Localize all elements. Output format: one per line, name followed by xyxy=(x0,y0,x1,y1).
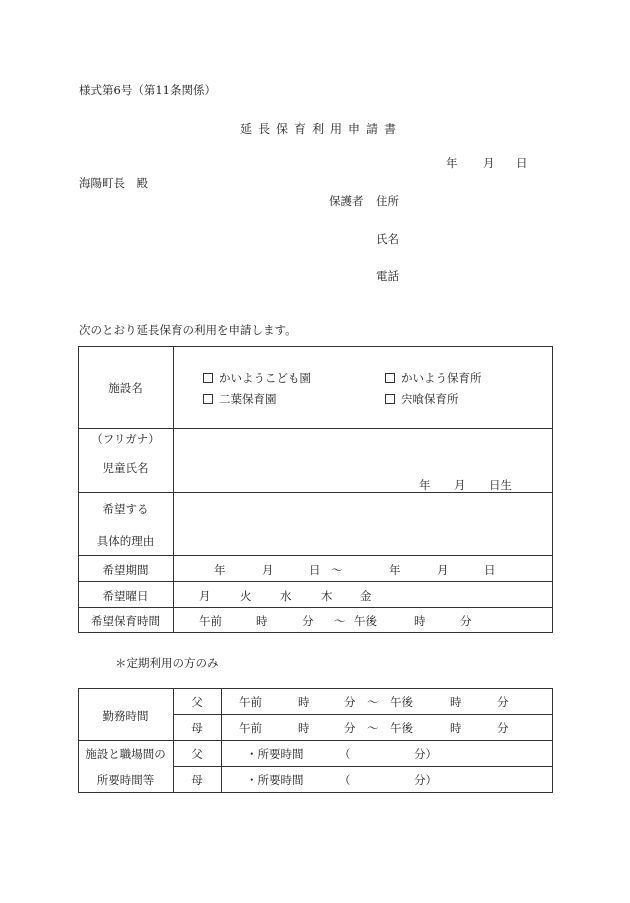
addressee: 海陽町長 殿 xyxy=(79,176,148,190)
reason-label-line2: 具体的理由 xyxy=(96,534,155,548)
weekday-mon[interactable]: 月 xyxy=(199,589,211,603)
facility-option-4[interactable]: 宍喰保育所 xyxy=(385,391,459,407)
father-pm: 午後 xyxy=(390,695,413,709)
father-commute-time-label: ・所要時間 xyxy=(246,747,304,761)
period-start-day: 日 xyxy=(309,563,321,577)
facility-option-2[interactable]: かいよう保育所 xyxy=(385,370,482,386)
date-day: 日 xyxy=(516,156,528,170)
checkbox-icon[interactable] xyxy=(385,394,395,404)
mother-label: 母 xyxy=(191,721,203,735)
period-label: 希望期間 xyxy=(102,563,149,577)
applicant-label: 保護者 xyxy=(329,194,364,208)
time-start-hour: 時 xyxy=(256,614,268,628)
mother-pm: 午後 xyxy=(390,721,413,735)
applicant-name-label: 氏名 xyxy=(376,232,399,246)
mother-end-hour: 時 xyxy=(450,721,462,735)
mother-commute-minutes: 分） xyxy=(414,773,437,787)
weekday-fri[interactable]: 金 xyxy=(360,589,372,603)
facility-option-3[interactable]: 二葉保育園 xyxy=(203,391,277,407)
father-tilde: ～ xyxy=(367,695,379,709)
checkbox-icon[interactable] xyxy=(203,394,213,404)
period-end-day: 日 xyxy=(484,563,496,577)
mother-am: 午前 xyxy=(239,721,262,735)
child-name-label: 児童氏名 xyxy=(102,461,149,475)
intro-text: 次のとおり延長保育の利用を申請します。 xyxy=(79,323,297,337)
weekday-tue[interactable]: 火 xyxy=(240,589,252,603)
facility-option-1[interactable]: かいようこども園 xyxy=(203,370,311,386)
form-number: 様式第6号（第11条関係） xyxy=(79,83,216,97)
father-commute-minutes: 分） xyxy=(414,747,437,761)
father-label: 父 xyxy=(191,695,203,709)
applicant-phone-label: 電話 xyxy=(376,269,399,283)
facility-label: 施設名 xyxy=(108,381,143,395)
commute-label-line1: 施設と職場間の xyxy=(85,747,166,761)
time-am: 午前 xyxy=(199,614,222,628)
mother-commute-label: 母 xyxy=(191,773,203,787)
mother-start-minute: 分 xyxy=(344,721,356,735)
work-time-label: 勤務時間 xyxy=(102,709,149,723)
father-start-hour: 時 xyxy=(298,695,310,709)
furigana-label: （フリガナ） xyxy=(91,432,160,446)
weekday-wed[interactable]: 水 xyxy=(280,589,292,603)
mother-end-minute: 分 xyxy=(497,721,509,735)
reason-label-line1: 希望する xyxy=(102,502,149,516)
dob-day: 日生 xyxy=(489,478,512,492)
time-label: 希望保育時間 xyxy=(91,614,160,628)
father-start-minute: 分 xyxy=(344,695,356,709)
father-end-hour: 時 xyxy=(450,695,462,709)
time-end-minute: 分 xyxy=(460,614,472,628)
father-commute-label: 父 xyxy=(191,747,203,761)
weekday-label: 希望曜日 xyxy=(102,589,149,603)
mother-commute-time-label: ・所要時間 xyxy=(246,773,304,787)
applicant-address-label: 住所 xyxy=(376,194,399,208)
mother-tilde: ～ xyxy=(367,721,379,735)
time-pm: 午後 xyxy=(354,614,377,628)
checkbox-icon[interactable] xyxy=(203,373,213,383)
dob-month: 月 xyxy=(454,478,466,492)
time-start-minute: 分 xyxy=(302,614,314,628)
period-start-month: 月 xyxy=(262,563,274,577)
period-end-month: 月 xyxy=(437,563,449,577)
weekday-thu[interactable]: 木 xyxy=(321,589,333,603)
period-start-year: 年 xyxy=(214,563,226,577)
date-year: 年 xyxy=(446,156,458,170)
commute-label-line2: 所要時間等 xyxy=(96,773,155,787)
time-tilde: ～ xyxy=(334,614,346,628)
date-month: 月 xyxy=(483,156,495,170)
period-end-year: 年 xyxy=(389,563,401,577)
checkbox-icon[interactable] xyxy=(385,373,395,383)
father-end-minute: 分 xyxy=(497,695,509,709)
dob-year: 年 xyxy=(419,478,431,492)
father-am: 午前 xyxy=(239,695,262,709)
page-title: 延長保育利用申請書 xyxy=(240,122,403,136)
father-commute-open: （ xyxy=(339,747,351,761)
mother-start-hour: 時 xyxy=(298,721,310,735)
time-end-hour: 時 xyxy=(414,614,426,628)
regular-use-note: ＊定期利用の方のみ xyxy=(115,656,219,670)
mother-commute-open: （ xyxy=(339,773,351,787)
period-tilde: ～ xyxy=(331,563,343,577)
